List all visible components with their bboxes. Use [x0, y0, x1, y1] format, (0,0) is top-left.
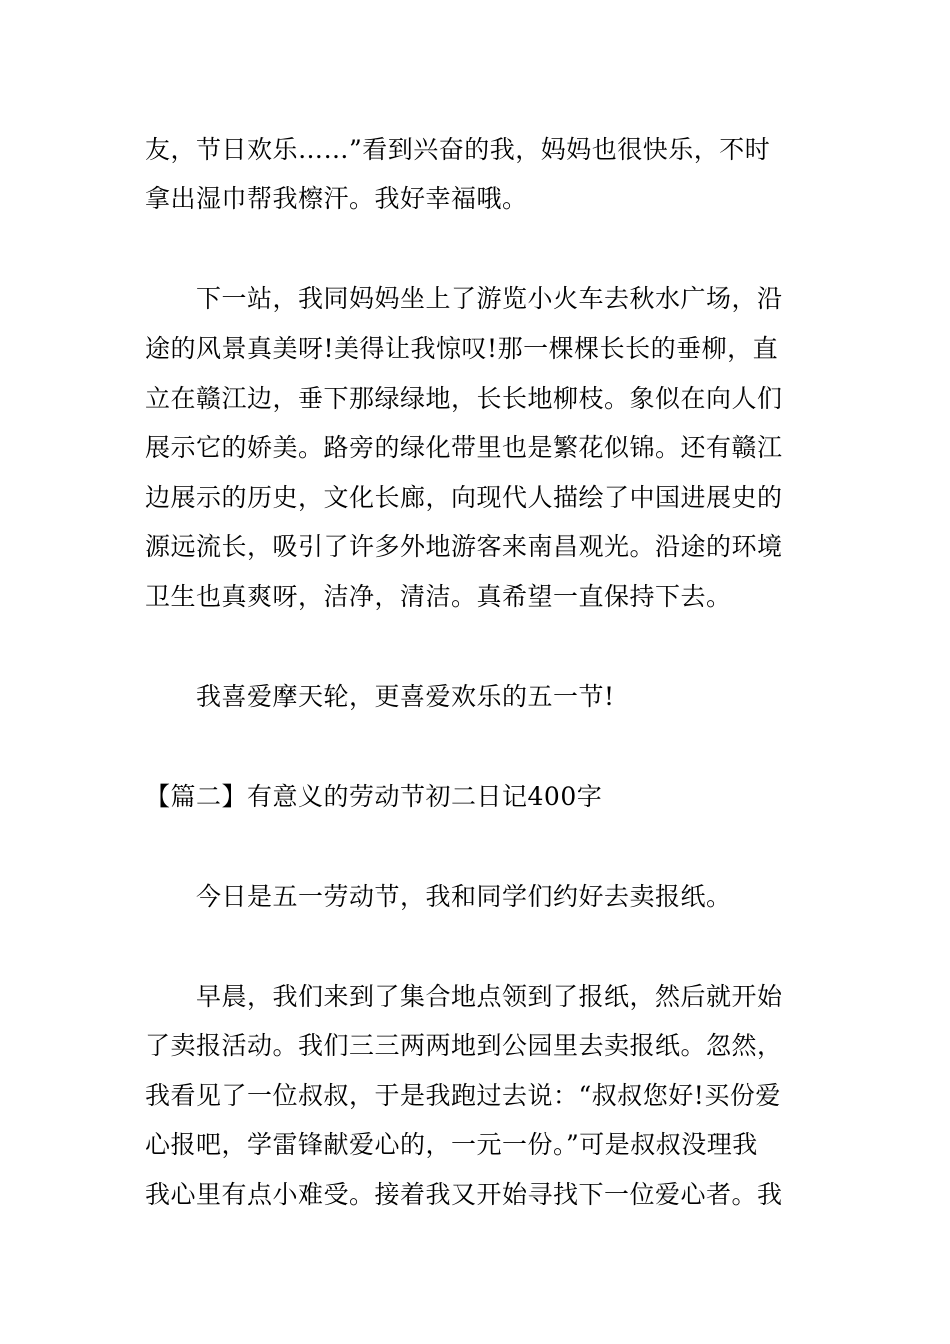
paragraph-line: 我心里有点小难受。接着我又开始寻找下一位爱心者。我 — [145, 1180, 783, 1209]
paragraph-line: 展示它的娇美。路旁的绿化带里也是繁花似锦。还有赣江 — [145, 433, 783, 462]
paragraph-line: 了卖报活动。我们三三两两地到公园里去卖报纸。忽然， — [145, 1031, 783, 1060]
paragraph-line: 途的风景真美呀!美得让我惊叹!那一棵棵长长的垂柳，直 — [145, 334, 779, 363]
paragraph-line: 早晨，我们来到了集合地点领到了报纸，然后就开始 — [196, 982, 783, 1011]
paragraph-line: 我看见了一位叔叔，于是我跑过去说：“叔叔您好!买份爱 — [145, 1081, 781, 1110]
paragraph-line: 边展示的历史，文化长廊，向现代人描绘了中国进展史的 — [145, 483, 783, 512]
paragraph-line: 源远流长，吸引了许多外地游客来南昌观光。沿途的环境 — [145, 532, 783, 561]
section-heading: 【篇二】有意义的劳动节初二日记400字 — [145, 782, 603, 811]
paragraph-line: 拿出湿巾帮我檫汗。我好幸福哦。 — [145, 184, 528, 213]
paragraph-line: 心报吧，学雷锋献爱心的，一元一份。”可是叔叔没理我 — [145, 1130, 758, 1159]
paragraph-line: 卫生也真爽呀，洁净，清洁。真希望一直保持下去。 — [145, 582, 732, 611]
paragraph-line: 我喜爱摩天轮，更喜爱欢乐的五一节! — [196, 682, 615, 711]
paragraph-line: 今日是五一劳动节，我和同学们约好去卖报纸。 — [196, 882, 732, 911]
paragraph-line: 友，节日欢乐……”看到兴奋的我，妈妈也很快乐，不时 — [145, 135, 771, 164]
paragraph-line: 下一站，我同妈妈坐上了游览小火车去秋水广场，沿 — [196, 284, 783, 313]
paragraph-line: 立在赣江边，垂下那绿绿地，长长地柳枝。象似在向人们 — [145, 384, 783, 413]
